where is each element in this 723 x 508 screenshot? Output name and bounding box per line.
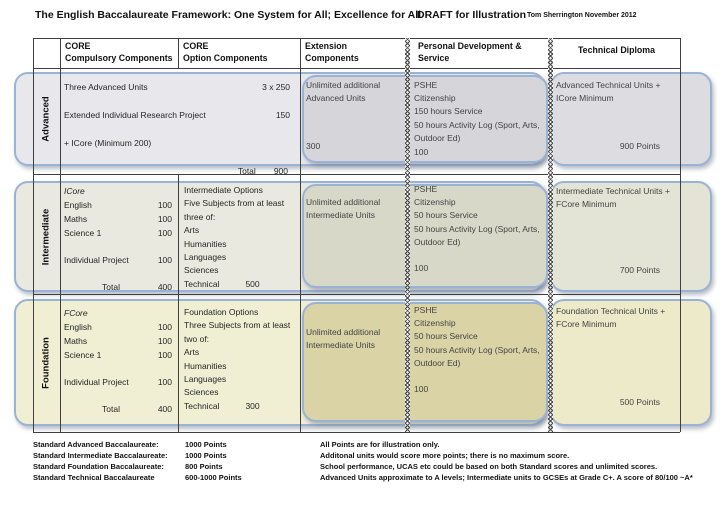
pd-points: 100	[414, 147, 429, 158]
intermediate-options-cell	[184, 184, 298, 291]
extension-text: Unlimited additional Advanced Units	[306, 80, 381, 104]
kv-label: + ICore (Minimum 200)	[64, 138, 152, 148]
extension-text: Unlimited additional Intermediate Units	[306, 327, 381, 351]
options-last-row	[184, 400, 298, 413]
kv-row	[64, 80, 292, 94]
kv-label: Standard Technical Baccalaureate	[33, 473, 155, 482]
grid-line	[300, 38, 301, 432]
kv-value: 600-1000 Points	[185, 473, 242, 482]
kv-value: 1000 Points	[185, 451, 227, 460]
options-last-label: Technical	[184, 278, 220, 289]
header-core-option	[178, 38, 300, 68]
kv-label: Science 1	[64, 350, 102, 360]
text-line: Languages	[184, 374, 227, 385]
header-personal-development	[413, 38, 553, 68]
foundation-pd-cell	[414, 304, 545, 396]
grid-line	[60, 38, 61, 432]
grid-line	[33, 38, 34, 432]
options-last-label: Technical	[184, 400, 220, 411]
header-core-compulsory	[60, 38, 178, 68]
header-line: Extension	[305, 41, 348, 51]
header-line: Compulsory Components	[65, 52, 173, 63]
core-rows	[64, 198, 174, 267]
kv-row	[64, 348, 174, 362]
text-line: PSHE	[414, 305, 438, 315]
text-line: Languages	[184, 252, 227, 263]
kv-value: 100	[157, 255, 172, 265]
technical-text: Intermediate Technical Units + FCore Minimum	[556, 186, 670, 210]
text-line: Arts	[184, 347, 200, 358]
technical-points: 900 Points	[619, 140, 660, 151]
text-line: Additonal units would score more points; there is no maximum score.	[320, 451, 570, 460]
grid-line	[33, 68, 680, 69]
kv-label: English	[64, 322, 92, 332]
kv-row	[64, 136, 292, 150]
footer-notes	[320, 439, 693, 483]
intermediate-technical-cell	[556, 185, 674, 277]
kv-value: 100	[157, 336, 172, 346]
text-line: Intermediate Options	[184, 185, 263, 195]
options-lines	[184, 184, 298, 278]
kv-label: English	[64, 200, 92, 210]
technical-text: Foundation Technical Units + FCore Minimum	[556, 306, 666, 330]
kv-row	[64, 253, 174, 267]
foundation-technical-cell	[556, 305, 674, 409]
kv-row	[33, 461, 242, 472]
technical-points: 500 Points	[619, 396, 660, 407]
header-extension	[300, 38, 408, 68]
options-last-row	[184, 278, 298, 291]
text-line: 150 hours Service	[414, 106, 483, 117]
footer-standards	[33, 439, 242, 483]
foundation-extension-cell	[306, 326, 403, 386]
kv-value: 1000 Points	[185, 440, 227, 449]
row-label-intermediate: Intermediate	[40, 208, 52, 266]
advanced-core-rows	[64, 80, 292, 150]
kv-label: Science 1	[64, 228, 102, 238]
kv-row	[64, 320, 174, 334]
kv-label: Three Advanced Units	[64, 82, 148, 92]
options-last-value: 500	[245, 278, 260, 289]
intermediate-pd-cell	[414, 183, 545, 275]
text-line: Advanced Units approximate to A levels; Intermediate units to GCSEs at Grade C+. A score of 80/100 ~A*	[320, 473, 693, 482]
kv-value: 100	[157, 214, 172, 224]
text-line: 50 hours Activity Log (Sport, Arts, Outdoor Ed)	[414, 223, 540, 247]
pd-lines	[414, 79, 545, 145]
grid-line	[33, 294, 680, 295]
kv-value: 100	[157, 377, 172, 387]
text-line: Citizenship	[414, 93, 456, 104]
extension-text: Unlimited additional Intermediate Units	[306, 197, 381, 221]
header-line: Components	[305, 52, 359, 63]
kv-value: 800 Points	[185, 462, 223, 471]
kv-label: Individual Project	[64, 255, 129, 265]
kv-row	[33, 472, 242, 483]
text-line: Arts	[184, 225, 200, 236]
foundation-core-cell	[64, 306, 174, 416]
total-value: 400	[157, 404, 172, 414]
kv-value: 3 x 250	[262, 82, 290, 92]
kv-value: 100	[157, 350, 172, 360]
advanced-extension-cell	[306, 79, 403, 153]
pd-points: 100	[414, 384, 429, 395]
options-last-value: 300	[245, 400, 260, 411]
foundation-options-cell	[184, 306, 298, 413]
text-line: All Points are for illustration only.	[320, 440, 440, 449]
advanced-core-total	[64, 164, 292, 178]
core-heading: ICore	[64, 186, 85, 196]
total-label: Total	[102, 404, 120, 414]
total-value: 900	[273, 166, 288, 176]
core-total	[64, 389, 174, 416]
total-value: 400	[157, 282, 172, 292]
text-line: School performance, UCAS etc could be based on both Standard scores and unlimited scores.	[320, 462, 658, 471]
kv-row	[64, 212, 174, 226]
kv-label: Individual Project	[64, 377, 129, 387]
page-title: The English Baccalaureate Framework: One System for All; Excellence for All	[35, 9, 422, 21]
text-line: Humanities	[184, 360, 227, 371]
intermediate-extension-cell	[306, 196, 403, 256]
kv-label: Standard Advanced Baccalaureate:	[33, 440, 159, 449]
kv-label: Maths	[64, 214, 88, 224]
row-label-foundation: Foundation	[40, 337, 52, 389]
intermediate-core-cell	[64, 184, 174, 294]
author-byline: Tom Sherrington November 2012	[527, 12, 637, 19]
column-divider-zigzag	[405, 38, 410, 432]
pd-lines	[414, 183, 545, 249]
kv-value: 100	[157, 322, 172, 332]
core-heading: FCore	[64, 308, 88, 318]
kv-row	[64, 198, 174, 212]
header-line: Option Components	[183, 52, 268, 63]
text-line: Sciences	[184, 265, 219, 276]
kv-row	[33, 439, 242, 450]
pd-lines	[414, 304, 545, 370]
header-line: CORE	[183, 41, 209, 51]
column-divider-zigzag	[548, 38, 553, 432]
kv-row	[33, 450, 242, 461]
header-technical-diploma: Technical Diploma	[577, 45, 656, 55]
header-line: Personal Development &	[418, 41, 522, 51]
text-line: Citizenship	[414, 197, 456, 208]
grid-line	[680, 38, 681, 432]
core-rows	[64, 320, 174, 389]
grid-line	[33, 432, 680, 433]
text-line: PSHE	[414, 184, 438, 194]
kv-row	[64, 226, 174, 240]
kv-value: 100	[157, 228, 172, 238]
core-total	[64, 267, 174, 294]
total-label: Total	[237, 166, 256, 176]
text-line: Sciences	[184, 387, 219, 398]
technical-points: 700 Points	[619, 264, 660, 275]
text-line: Humanities	[184, 238, 227, 249]
total-label: Total	[102, 282, 120, 292]
row-label-advanced: Advanced	[40, 96, 52, 142]
kv-row	[64, 108, 292, 122]
kv-label: Extended Individual Research Project	[64, 110, 206, 120]
text-line: Three Subjects from at least two of:	[184, 320, 291, 344]
text-line: Five Subjects from at least three of:	[184, 198, 285, 222]
advanced-technical-cell	[556, 79, 674, 153]
header-line: CORE	[65, 41, 91, 51]
text-line: Citizenship	[414, 318, 456, 329]
kv-label: Standard Foundation Baccalaureate:	[33, 462, 164, 471]
advanced-core-cell	[64, 80, 292, 178]
extension-points: 300	[306, 140, 321, 151]
kv-row	[64, 334, 174, 348]
kv-value: 100	[157, 200, 172, 210]
grid-line	[178, 174, 179, 432]
draft-label: DRAFT for Illustration	[417, 9, 527, 21]
kv-label: Maths	[64, 336, 88, 346]
text-line: 50 hours Activity Log (Sport, Arts, Outdoor Ed)	[414, 119, 540, 143]
header-line: Service	[418, 52, 450, 63]
text-line: 50 hours Service	[414, 210, 478, 221]
text-line: PSHE	[414, 80, 438, 90]
kv-value: 150	[275, 110, 290, 120]
technical-text: Advanced Technical Units + ICore Minimum	[556, 80, 661, 104]
advanced-pd-cell	[414, 79, 545, 159]
text-line: 50 hours Service	[414, 331, 478, 342]
text-line: Foundation Options	[184, 307, 259, 317]
text-line: 50 hours Activity Log (Sport, Arts, Outdoor Ed)	[414, 344, 540, 368]
kv-label: Standard Intermediate Baccalaureate:	[33, 451, 168, 460]
kv-row	[64, 375, 174, 389]
pd-points: 100	[414, 263, 429, 274]
options-lines	[184, 306, 298, 400]
